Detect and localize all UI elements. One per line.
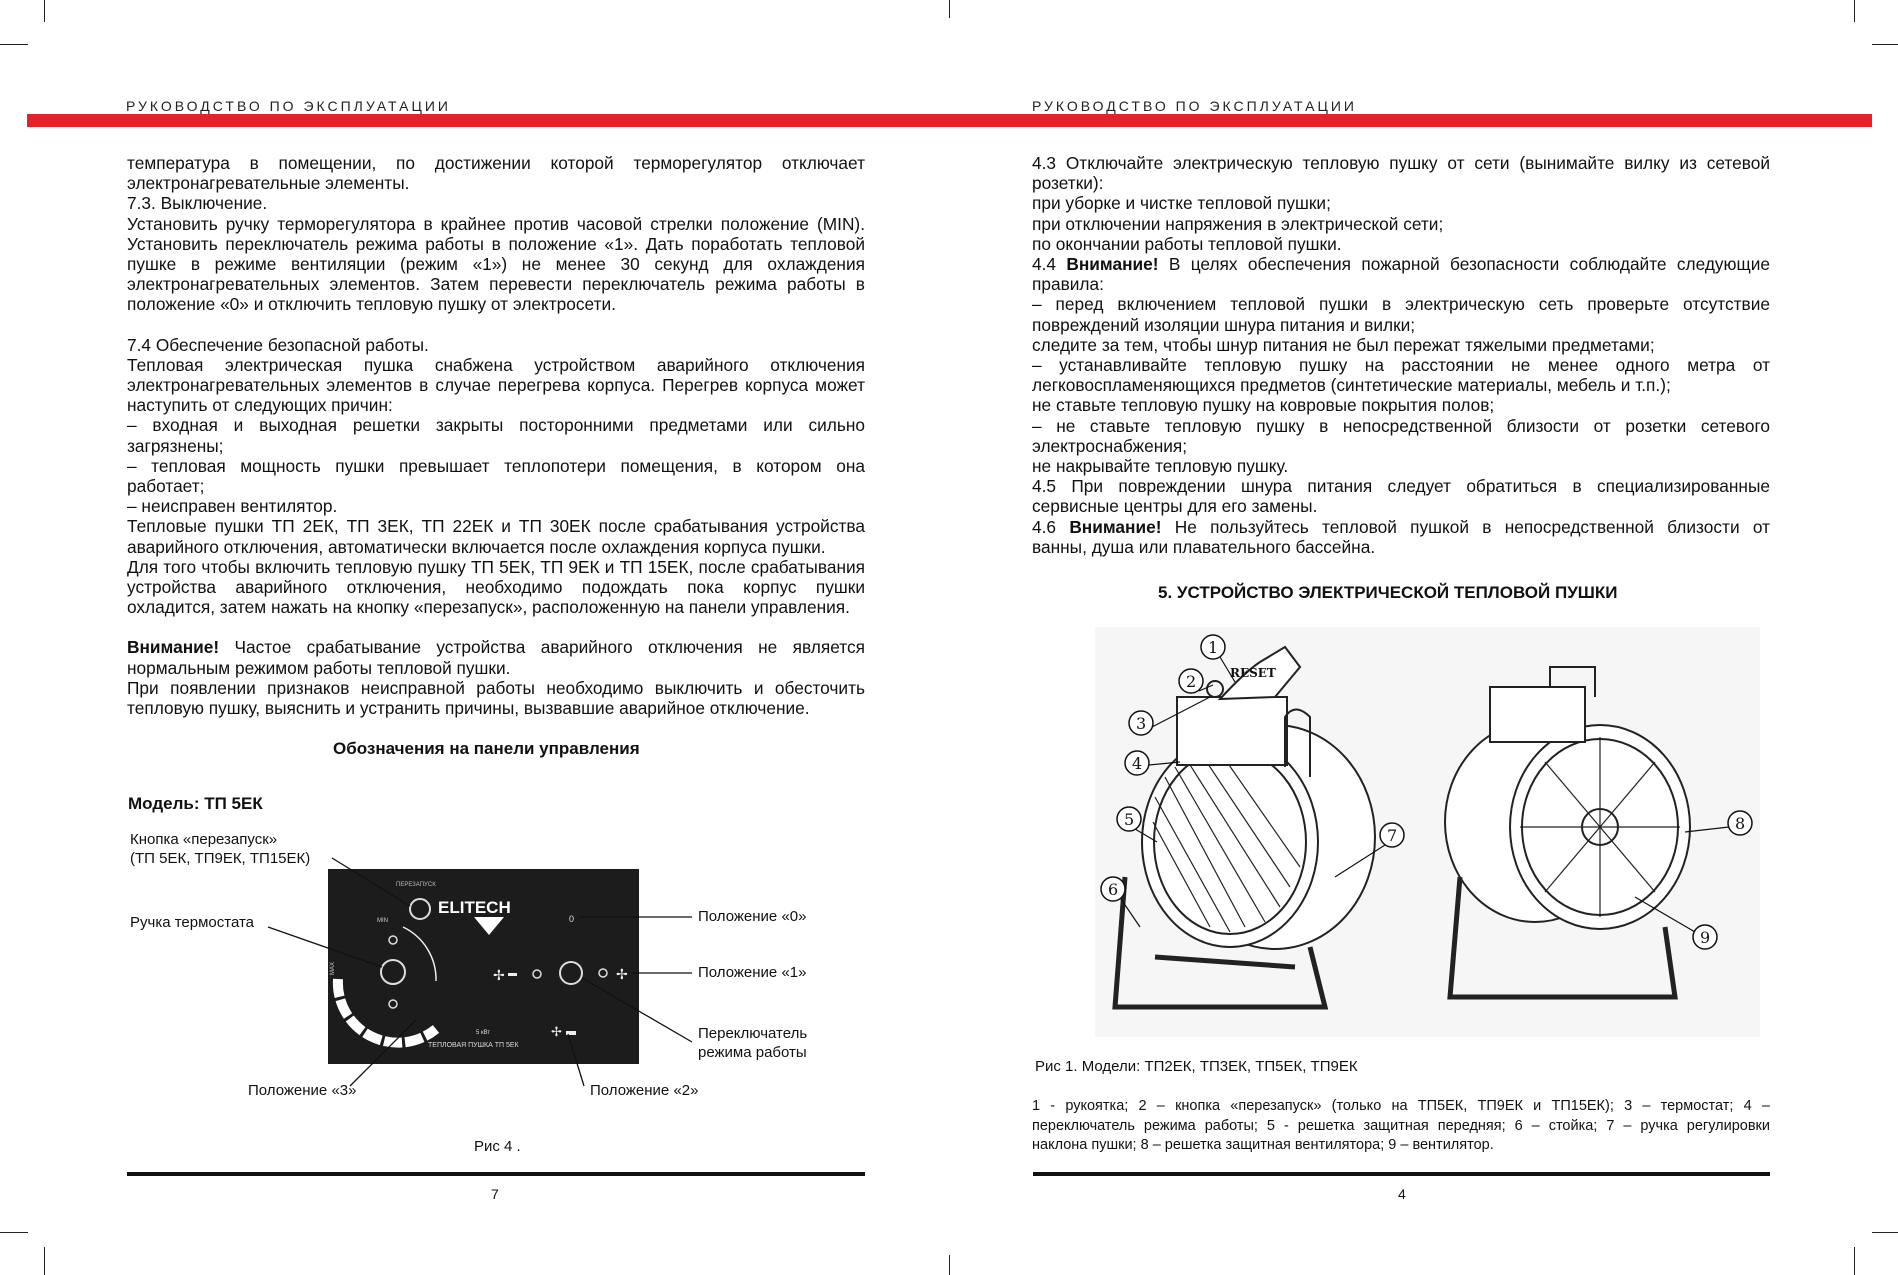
text-line: работает; xyxy=(127,476,205,497)
text-line: – устанавливайте тепловую пушку на расстоянии не менее одного метра от xyxy=(1032,355,1770,376)
section-title: 5. УСТРОЙСТВО ЭЛЕКТРИЧЕСКОЙ ТЕПЛОВОЙ ПУШКИ xyxy=(1158,583,1618,602)
figure-legend xyxy=(1032,1097,1770,1156)
text-line: Тепловые пушки ТП 2ЕК, ТП 3ЕК, ТП 22ЕК и ТП 30ЕК после срабатывания устройства xyxy=(127,516,865,537)
text-line: – перед включением тепловой пушки в электрическую сеть проверьте отсутствие xyxy=(1032,294,1770,315)
text-line: электронагревательных элементов. Затем перевести переключатель режима работы в xyxy=(127,274,865,295)
text-line: – входная и выходная решетки закрыты посторонними предметами или сильно xyxy=(127,415,865,436)
svg-text:5: 5 xyxy=(1124,810,1135,829)
callout-5 xyxy=(1117,807,1141,831)
callout-8 xyxy=(1728,811,1752,835)
svg-text:3: 3 xyxy=(1136,714,1147,733)
warning-label: Внимание! xyxy=(127,637,220,658)
panel-product-text: ТЕПЛОВАЯ ПУШКА ТП 5ЕК xyxy=(428,1042,519,1049)
text-line: легковоспламеняющихся предметов (синтетические материалы, мебель и т.п.); xyxy=(1032,375,1671,396)
callout-2 xyxy=(1179,669,1203,693)
leader-line xyxy=(582,978,692,1042)
running-header-left: РУКОВОДСТВО ПО ЭКСПЛУАТАЦИИ xyxy=(126,98,451,114)
text-line: правила: xyxy=(1032,274,1104,295)
text-line: 4.6 Внимание! Не пользуйтесь тепловой пушкой в непосредственной близости от xyxy=(1032,516,1771,537)
page-number-right: 4 xyxy=(1398,1186,1406,1202)
text-line: – не ставьте тепловую пушку в непосредственной близости от розетки сетевого xyxy=(1032,415,1770,436)
reset-label: RESET xyxy=(1230,666,1276,680)
running-header-right: РУКОВОДСТВО ПО ЭКСПЛУАТАЦИИ xyxy=(1032,98,1357,114)
text-line: не ставьте тепловую пушку на ковровые покрытия полов; xyxy=(1032,395,1495,416)
svg-text:6: 6 xyxy=(1108,880,1119,899)
panel-zero-text: 0 xyxy=(569,914,575,924)
panel-min-text: MIN xyxy=(377,918,388,924)
legend-line: переключатель режима работы; 5 - решетка защитная передняя; 6 – стойка; 7 – ручка регулировки xyxy=(1032,1117,1770,1134)
heater-illustration xyxy=(1095,627,1760,1037)
label-restart-button: Кнопка «перезапуск» (ТП 5ЕК, ТП9ЕК, ТП15ЕК) xyxy=(130,831,311,867)
text-line: тепловую пушку, выяснить и устранить причины, вызвавшие аварийное отключение. xyxy=(127,698,810,719)
callout-9 xyxy=(1693,925,1717,949)
text-line: по окончании работы тепловой пушки. xyxy=(1032,233,1342,254)
text-line: розетки): xyxy=(1032,173,1104,194)
fan-icon: ✢ xyxy=(493,968,505,984)
text-line: 7.3. Выключение. xyxy=(127,193,268,214)
text-line: 4.4 Внимание! В целях обеспечения пожарной безопасности соблюдайте следующие xyxy=(1032,254,1770,275)
label-position-3: Положение «3» xyxy=(248,1082,357,1099)
panel-section-title: Обозначения на панели управления xyxy=(333,739,640,758)
leader-line xyxy=(350,1020,416,1086)
panel-power-text: 5 кВт xyxy=(476,1030,491,1036)
text-line: Тепловая электрическая пушка снабжена устройством аварийного отключения xyxy=(127,354,865,375)
panel-restart-text: ПЕРЕЗАПУСК xyxy=(396,882,436,888)
fan-icon: ✢ xyxy=(616,967,628,983)
text-line: загрязнены; xyxy=(127,435,224,456)
callout-3 xyxy=(1129,711,1153,735)
svg-text:9: 9 xyxy=(1700,928,1711,947)
text-line: При появлении признаков неисправной работы необходимо выключить и обесточить xyxy=(127,677,865,698)
text-line: ванны, душа или плавательного бассейна. xyxy=(1032,536,1376,557)
label-position-1: Положение «1» xyxy=(698,964,807,981)
panel-max-text: MAX xyxy=(330,961,336,975)
text-line: Установить переключатель режима работы в положение «1». Дать поработать тепловой xyxy=(127,233,865,254)
leader-line xyxy=(568,1034,584,1086)
text-line: Внимание! Частое срабатывание устройства аварийного отключения не является xyxy=(127,637,865,658)
label-thermostat: Ручка термостата xyxy=(130,914,255,931)
text-line: при уборке и чистке тепловой пушки; xyxy=(1032,193,1331,214)
page-number-left: 7 xyxy=(491,1186,499,1202)
brand-logo-text: ELITECH xyxy=(438,898,511,917)
text-line: электронагревательные элементы. xyxy=(127,173,410,194)
text-line: пушке в режиме вентиляции (режим «1») не менее 30 секунд для охлаждения xyxy=(127,254,865,275)
right-page-body xyxy=(1032,153,1770,557)
fan-icon: ✢ xyxy=(551,1025,562,1040)
callout-6 xyxy=(1101,877,1125,901)
text-line: положение «0» и отключить тепловую пушку от электросети. xyxy=(127,294,616,315)
svg-text:8: 8 xyxy=(1735,814,1746,833)
label-position-0: Положение «0» xyxy=(698,908,807,925)
figure-caption-left: Рис 4 . xyxy=(474,1138,521,1155)
warning-label: Внимание! xyxy=(1066,254,1159,275)
warning-label: Внимание! xyxy=(1069,516,1162,537)
text-line: электроснабжения; xyxy=(1032,435,1188,456)
figure-caption-right: Рис 1. Модели: ТП2ЕК, ТП3ЕК, ТП5ЕК, ТП9ЕК xyxy=(1035,1058,1358,1075)
svg-text:7: 7 xyxy=(1387,826,1398,845)
text-line: 4.5 При повреждении шнура питания следует обратиться в специализированные xyxy=(1032,476,1770,497)
control-box-right xyxy=(1490,687,1585,742)
text-line: 7.4 Обеспечение безопасной работы. xyxy=(127,334,429,355)
label-mode-switch: Переключатель режима работы xyxy=(698,1025,808,1061)
text-line: Для того чтобы включить тепловую пушку ТП 5ЕК, ТП 9ЕК и ТП 15ЕК, после срабатывания xyxy=(127,556,865,577)
leader-line xyxy=(332,858,410,906)
text-line: не накрывайте тепловую пушку. xyxy=(1032,456,1289,477)
footer-rule-right xyxy=(1033,1172,1770,1176)
legend-line: наклона пушки; 8 – решетка защитная вентилятора; 9 – вентилятор. xyxy=(1032,1137,1494,1153)
control-box-left xyxy=(1177,697,1287,765)
svg-text:1: 1 xyxy=(1208,638,1219,657)
text-line: при отключении напряжения в электрической сети; xyxy=(1032,213,1444,234)
text-line: – неисправен вентилятор. xyxy=(127,496,338,517)
callout-7 xyxy=(1380,823,1404,847)
legend-line: 1 - рукоятка; 2 – кнопка «перезапуск» (только на ТП5ЕК, ТП9ЕК и ТП15ЕК); 3 – термостат; 4 – xyxy=(1032,1098,1770,1114)
text-line: следите за тем, чтобы шнур питания не был пережат тяжелыми предметами; xyxy=(1032,334,1655,355)
text-line: сервисные центры для его замены. xyxy=(1032,496,1318,517)
text-line: – тепловая мощность пушки превышает теплопотери помещения, в котором она xyxy=(127,455,865,476)
text-line: наступить от следующих причин: xyxy=(127,395,393,416)
text-line: нормальным режимом работы тепловой пушки. xyxy=(127,657,511,678)
text-line: устройства аварийного отключения, необходимо подождать пока корпус пушки xyxy=(127,577,865,598)
text-line: электронагревательных элементов в случае перегрева корпуса. Перегрев корпуса может xyxy=(127,375,865,396)
callout-1 xyxy=(1201,635,1225,659)
svg-text:4: 4 xyxy=(1132,754,1143,773)
svg-text:2: 2 xyxy=(1186,672,1197,691)
text-line: аварийного отключения, автоматически включается после охлаждения корпуса пушки. xyxy=(127,536,826,557)
text-line: охладится, затем нажать на кнопку «перезапуск», расположенную на панели управления. xyxy=(127,597,850,618)
text-line: 4.3 Отключайте электрическую тепловую пушку от сети (вынимайте вилку из сетевой xyxy=(1032,153,1770,173)
front-grille-left xyxy=(1142,737,1318,947)
footer-rule-left xyxy=(127,1172,865,1176)
text-line: Установить ручку терморегулятора в крайнее против часовой стрелки положение (MIN). xyxy=(127,213,865,234)
text-line: повреждений изоляции шнура питания и вилки; xyxy=(1032,314,1416,335)
text-line: температура в помещении, по достижении которой терморегулятор отключает xyxy=(127,153,865,173)
leader-line xyxy=(268,927,382,967)
label-position-2: Положение «2» xyxy=(590,1082,699,1099)
model-title: Модель: ТП 5ЕК xyxy=(128,794,263,813)
callout-4 xyxy=(1125,751,1149,775)
